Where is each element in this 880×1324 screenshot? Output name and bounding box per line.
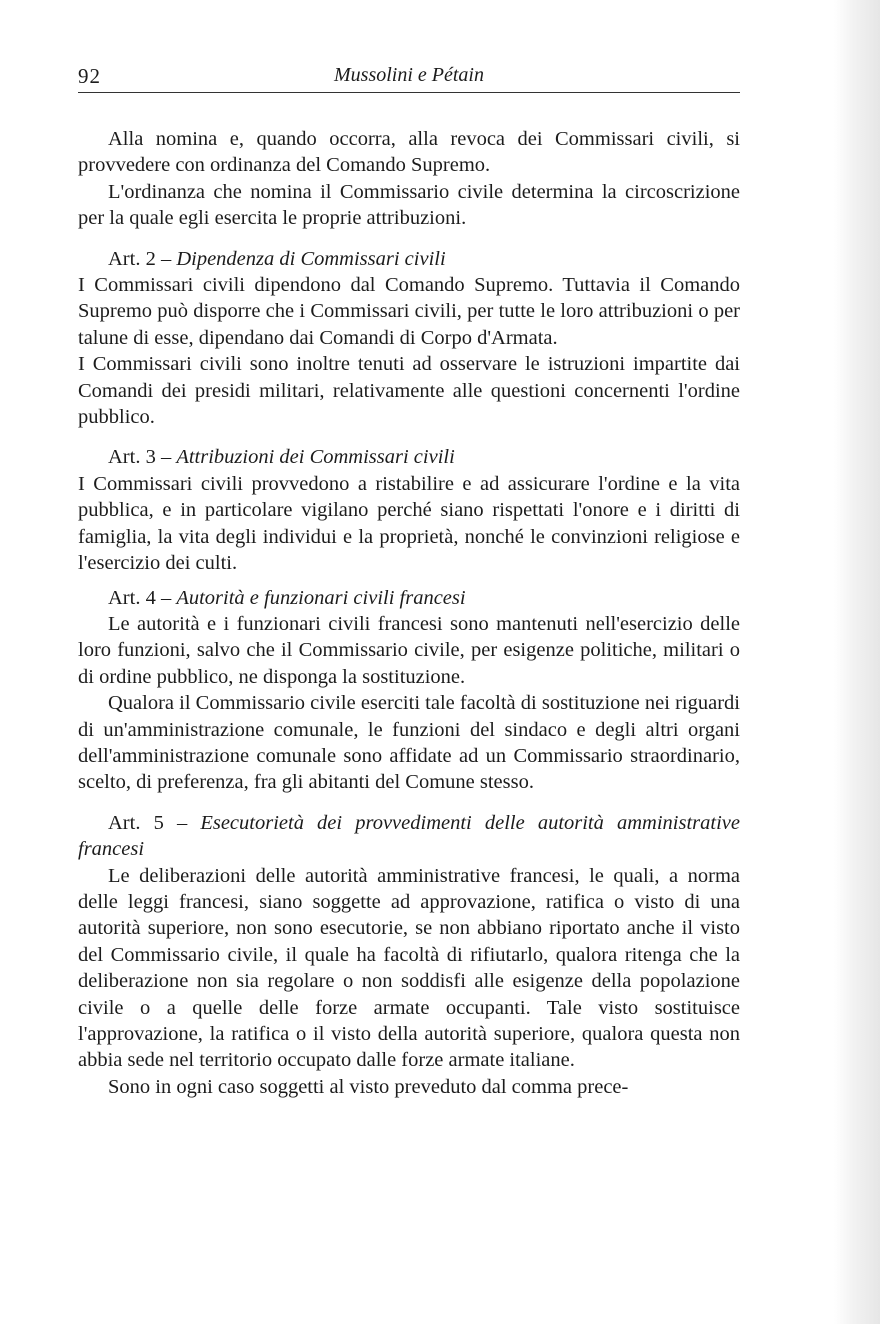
paragraph: Qualora il Commissario civile eserciti tale facoltà di sostituzione nei riguardi di un'amministrazione comunale, le funzioni del sindaco e degli altri organi dell'amministrazione comunale sono affidate ad un Commissario straordinario, scelto, di preferenza, fra gli abitanti del Comune stesso. bbox=[78, 692, 740, 794]
paragraph: L'ordinanza che nomina il Commissario civile determina la circoscrizione per la quale egli esercita le proprie attribuzioni. bbox=[78, 180, 740, 230]
article-heading-2 bbox=[78, 246, 740, 272]
article-title: Attribuzioni dei Commissari civili bbox=[176, 446, 455, 469]
article-title: Dipendenza di Commissari civili bbox=[176, 247, 446, 270]
article-heading-4 bbox=[78, 585, 740, 611]
paragraph: Le deliberazioni delle autorità amministrative francesi, le quali, a norma delle leggi francesi, siano soggette ad approvazione, ratifica o visto di una autorità superiore, non sono esecutorie, se non abbiano riportato anche il visto del Commissario civile, il quale ha facoltà di rifiutarlo, qualora ritenga che la deliberazione non sia regolare o non soddisfi alle esigenze della popolazione civile o a quelle delle forze armate occupanti. Tale visto sostituisce l'approvazione, la ratifica o il visto della autorità superiore, qualora questa non abbia sede nel territorio occupato dalle forze armate italiane. bbox=[78, 864, 740, 1072]
page-number: 92 bbox=[78, 64, 101, 88]
paragraph: I Commissari civili sono inoltre tenuti ad osservare le istruzioni impartite dai Comandi dei presidi militari, relativamente alle questioni concernenti l'ordine pubblico. bbox=[78, 353, 740, 429]
body-text bbox=[78, 126, 740, 1100]
article-heading-5 bbox=[78, 810, 740, 863]
article-label: Art. 4 – bbox=[108, 586, 177, 609]
article-title: Esecutorietà dei provvedimenti delle autorità amministrative francesi bbox=[78, 811, 740, 861]
article-title: Autorità e funzionari civili francesi bbox=[176, 586, 466, 609]
article-label: Art. 2 – bbox=[108, 247, 177, 270]
article-heading-3 bbox=[78, 444, 740, 470]
paragraph: Alla nomina e, quando occorra, alla revoca dei Commissari civili, si provvedere con ordinanza del Comando Supremo. bbox=[78, 128, 740, 177]
page-gutter-shadow bbox=[834, 0, 880, 1324]
paragraph: I Commissari civili provvedono a ristabilire e ad assicurare l'ordine e la vita pubblica, e in particolare vigilano perché siano rispettati l'onore e i diritti di famiglia, la vita degli individui e la proprietà, nonché le convinzioni religiose e l'esercizio dei culti. bbox=[78, 472, 740, 575]
paragraph: Sono in ogni caso soggetti al visto preveduto dal comma prece- bbox=[108, 1075, 629, 1098]
article-label: Art. 3 – bbox=[108, 446, 177, 469]
running-title: Mussolini e Pétain bbox=[334, 64, 484, 86]
page-header bbox=[78, 58, 740, 93]
article-label: Art. 5 – bbox=[108, 811, 201, 834]
paragraph: Le autorità e i funzionari civili francesi sono mantenuti nell'esercizio delle loro funzioni, salvo che il Commissario civile, per esigenze politiche, militari o di ordine pubblico, ne disponga la sostituzione. bbox=[78, 612, 740, 688]
paragraph: I Commissari civili dipendono dal Comando Supremo. Tuttavia il Comando Supremo può disporre che i Commissari civili, per tutte le loro attribuzioni o per talune di esse, dipendano dai Comandi di Corpo d'Armata. bbox=[78, 274, 740, 349]
